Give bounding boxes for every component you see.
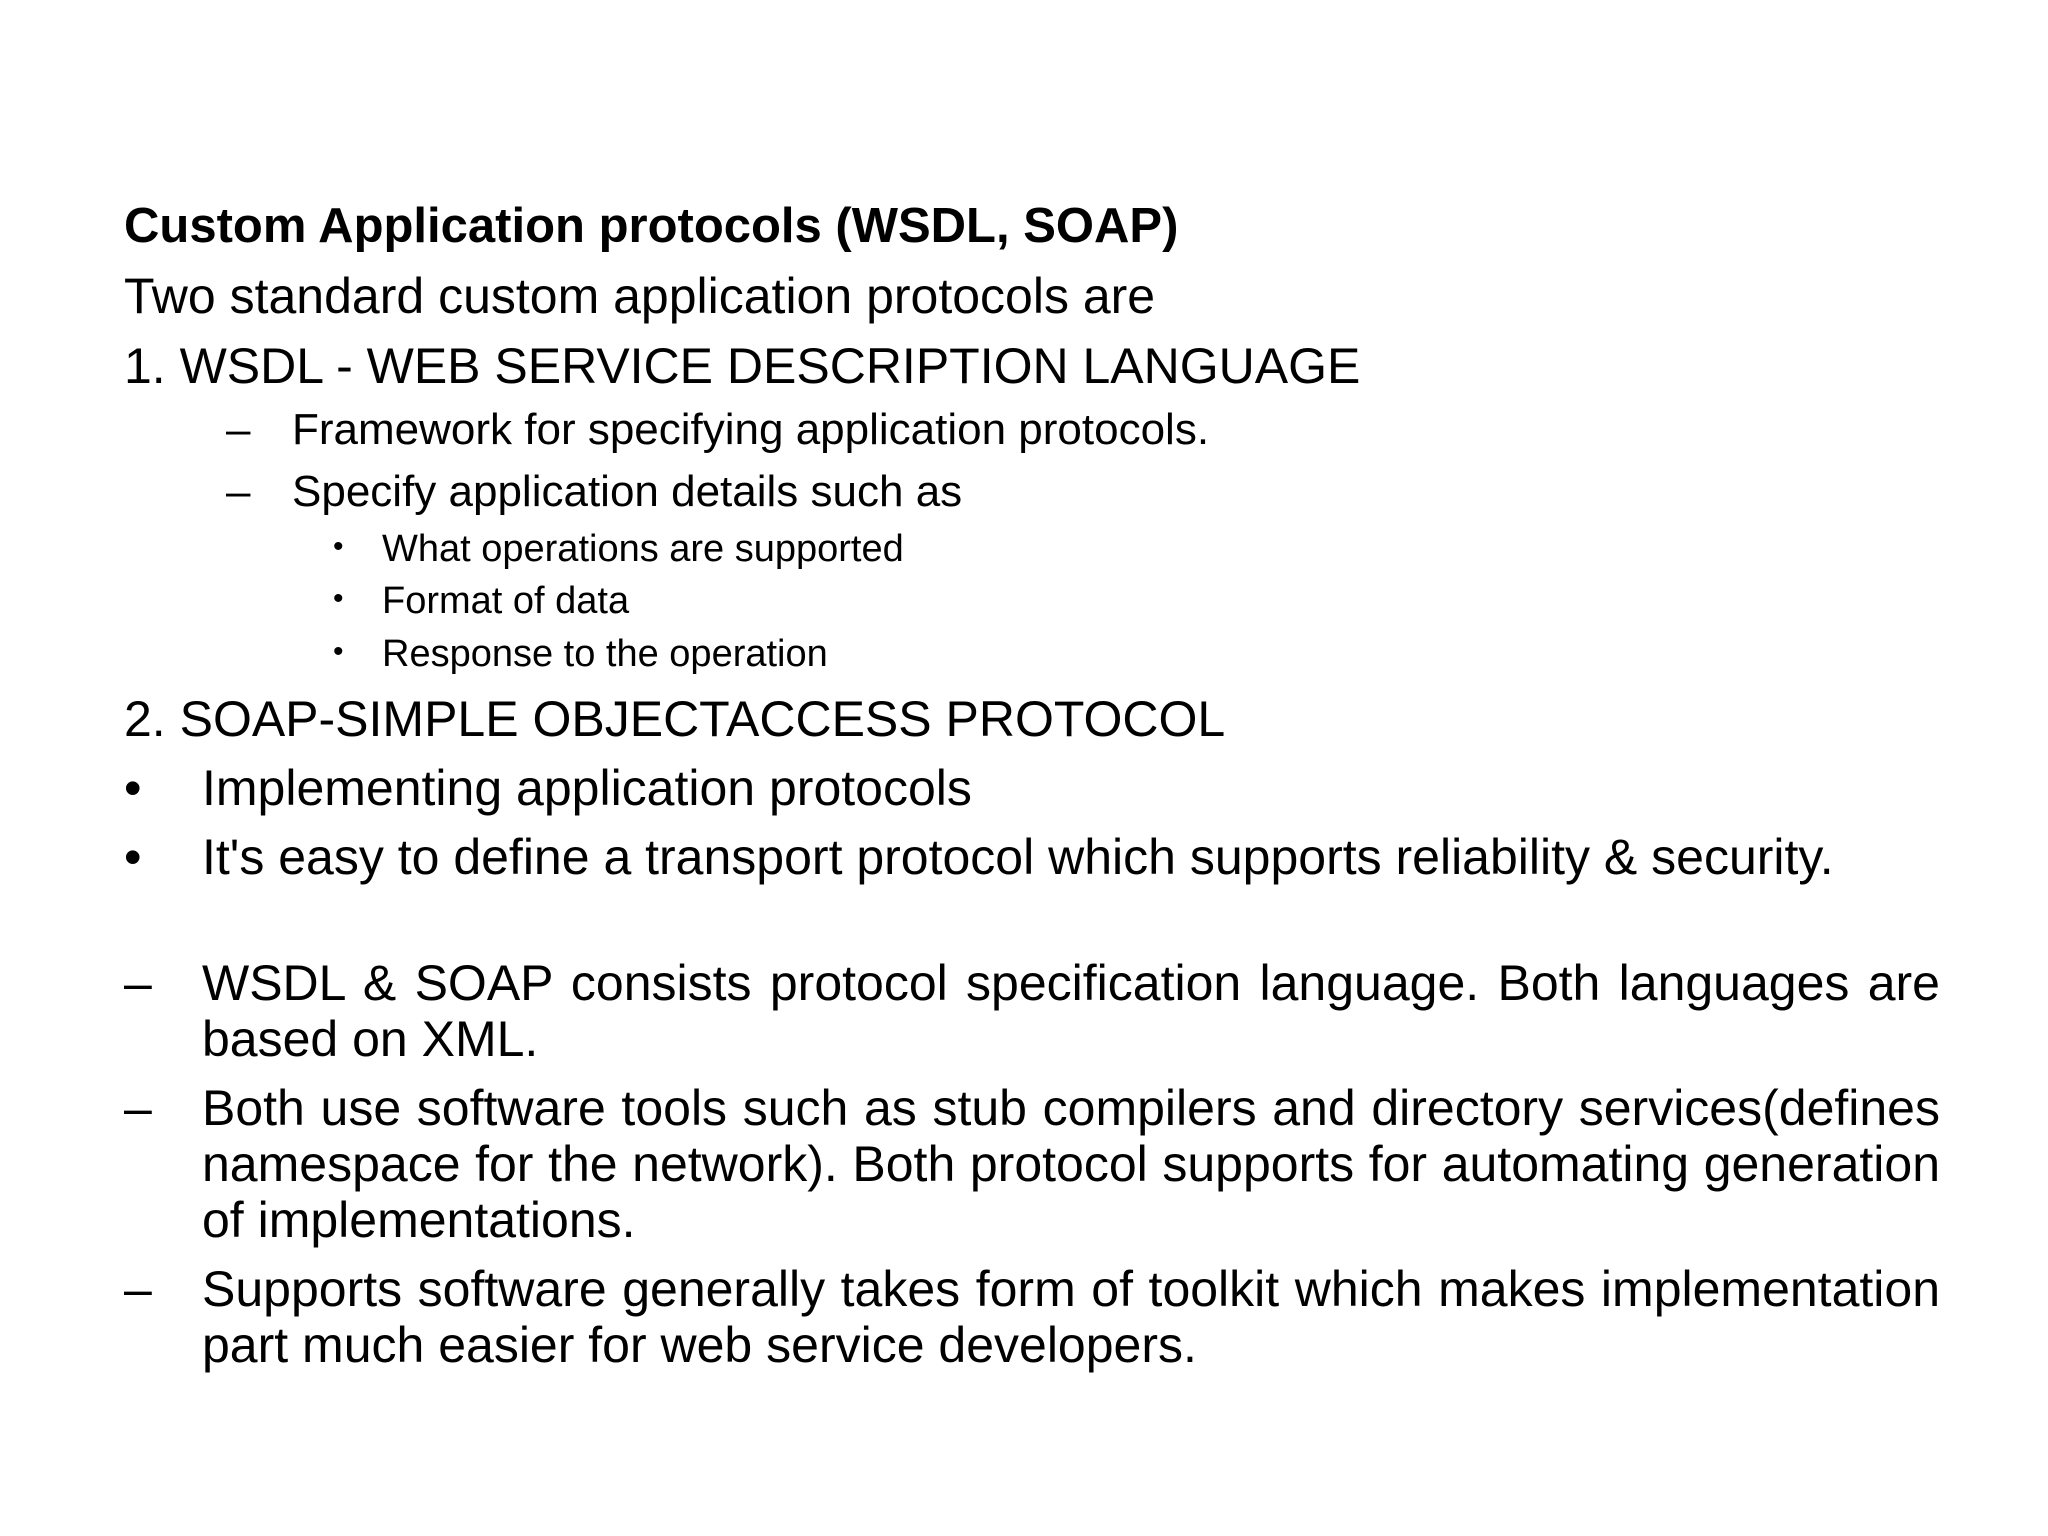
section2-point-4-text: Both use software tools such as stub compilers and directory services(defines namespace for the network). Both protocol supports for automating generation of implementations. xyxy=(202,1080,1940,1248)
section1-subpoint-1 xyxy=(0,530,2048,572)
section1-subpoint-2 xyxy=(0,582,2048,624)
section1-subpoint-1-text: What operations are supported xyxy=(382,528,904,570)
intro-text: Two standard custom application protocols are xyxy=(124,268,1156,324)
section2-point-4 xyxy=(124,1080,1940,1248)
bullet-marker: • xyxy=(333,530,344,563)
section1-point-2-text: Specify application details such as xyxy=(292,467,963,516)
section1-point-2 xyxy=(0,467,2048,518)
section2-point-1 xyxy=(124,760,1940,816)
section2-point-3-text: WSDL & SOAP consists protocol specification language. Both languages are based on XML. xyxy=(202,955,1940,1067)
section1-heading: 1. WSDL - WEB SERVICE DESCRIPTION LANGUAGE xyxy=(124,338,1361,394)
bullet-marker: • xyxy=(333,582,344,615)
section2-point-1-text: Implementing application protocols xyxy=(202,760,972,816)
section2-point-3 xyxy=(124,955,1940,1067)
dash-marker: – xyxy=(124,1261,152,1317)
section1-point-1 xyxy=(0,405,2048,456)
bullet-marker: • xyxy=(124,829,142,885)
section1-subpoint-3 xyxy=(0,635,2048,677)
section1-point-1-text: Framework for specifying application protocols. xyxy=(292,405,1210,454)
slide-title: Custom Application protocols (WSDL, SOAP) xyxy=(124,199,1179,253)
section2-heading: 2. SOAP-SIMPLE OBJECTACCESS PROTOCOL xyxy=(124,691,1226,747)
section2-point-5-text: Supports software generally takes form of toolkit which makes implementation part much easier for web service developers. xyxy=(202,1261,1940,1373)
section1-subpoint-3-text: Response to the operation xyxy=(382,633,828,675)
section2-point-2-text: It's easy to define a transport protocol which supports reliability & security. xyxy=(202,829,1834,885)
dash-marker: – xyxy=(226,467,251,516)
section2-point-5 xyxy=(124,1261,1940,1373)
bullet-marker: • xyxy=(333,635,344,668)
section2-point-2 xyxy=(124,829,1940,941)
bullet-marker: • xyxy=(124,760,142,816)
dash-marker: – xyxy=(124,1080,152,1136)
dash-marker: – xyxy=(124,955,152,1011)
dash-marker: – xyxy=(226,405,251,454)
section1-subpoint-2-text: Format of data xyxy=(382,580,630,622)
